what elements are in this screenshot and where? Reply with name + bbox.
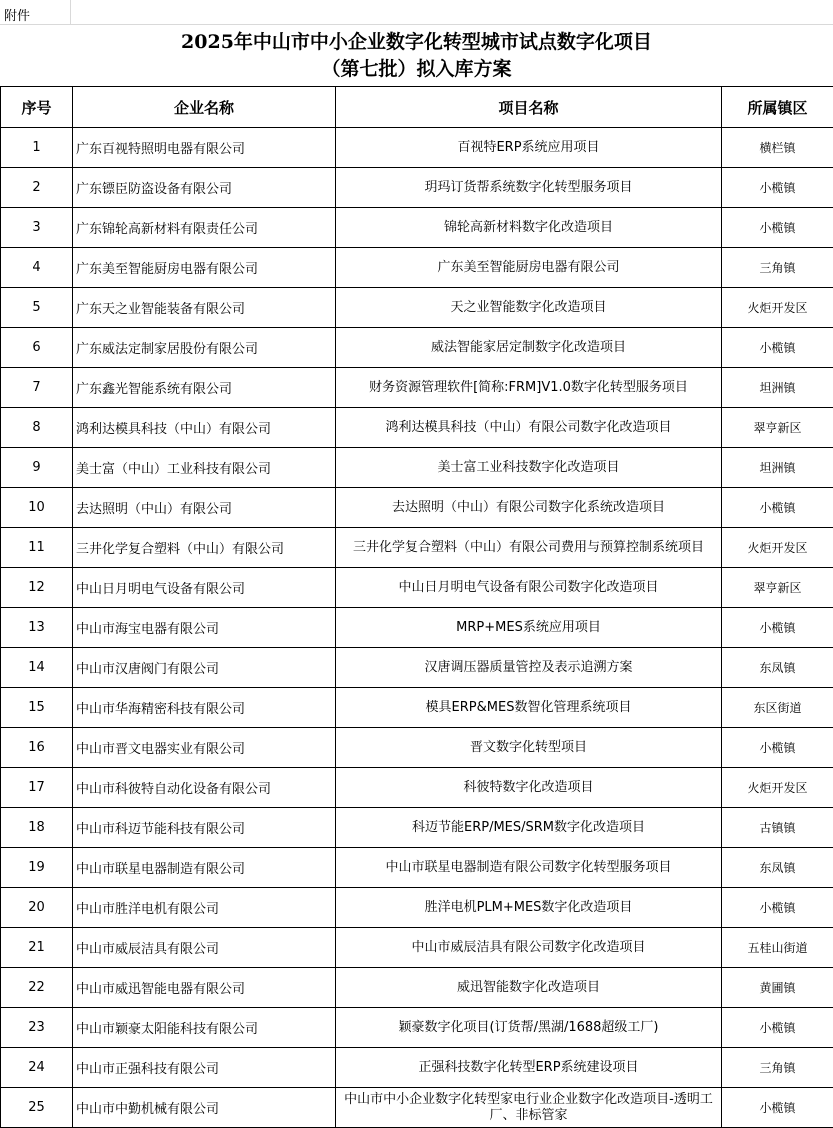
town-name: 小榄镇 — [722, 328, 833, 368]
project-name: 威迅智能数字化改造项目 — [336, 968, 722, 1008]
project-name: 威法智能家居定制数字化改造项目 — [336, 328, 722, 368]
company-name: 广东天之业智能装备有限公司 — [73, 288, 336, 328]
row-number: 8 — [1, 408, 73, 448]
row-number: 2 — [1, 168, 73, 208]
row-number: 4 — [1, 248, 73, 288]
company-name: 中山市晋文电器实业有限公司 — [73, 728, 336, 768]
company-name: 中山日月明电气设备有限公司 — [73, 568, 336, 608]
table-row — [1, 408, 833, 448]
company-name: 美士富（中山）工业科技有限公司 — [73, 448, 336, 488]
grid-line — [70, 0, 71, 25]
project-name: 玥玛订货帮系统数字化转型服务项目 — [336, 168, 722, 208]
table-row — [1, 528, 833, 568]
company-name: 广东美至智能厨房电器有限公司 — [73, 248, 336, 288]
project-name: 财务资源管理软件[简称:FRM]V1.0数字化转型服务项目 — [336, 368, 722, 408]
company-name: 广东鑫光智能系统有限公司 — [73, 368, 336, 408]
town-name: 翠亨新区 — [722, 568, 833, 608]
header-project: 项目名称 — [336, 87, 722, 128]
row-number: 10 — [1, 488, 73, 528]
town-name: 小榄镇 — [722, 728, 833, 768]
attachment-row — [0, 0, 833, 25]
town-name: 东凤镇 — [722, 848, 833, 888]
company-name: 中山市科彼特自动化设备有限公司 — [73, 768, 336, 808]
table-row — [1, 1048, 833, 1088]
table-row — [1, 1008, 833, 1048]
row-number: 9 — [1, 448, 73, 488]
project-name: 天之业智能数字化改造项目 — [336, 288, 722, 328]
town-name: 横栏镇 — [722, 128, 833, 168]
row-number: 12 — [1, 568, 73, 608]
project-name: 胜洋电机PLM+MES数字化改造项目 — [336, 888, 722, 928]
row-number: 3 — [1, 208, 73, 248]
company-name: 中山市汉唐阀门有限公司 — [73, 648, 336, 688]
row-number: 21 — [1, 928, 73, 968]
company-name: 广东威法定制家居股份有限公司 — [73, 328, 336, 368]
company-name: 中山市科迈节能科技有限公司 — [73, 808, 336, 848]
town-name: 小榄镇 — [722, 1008, 833, 1048]
town-name: 古镇镇 — [722, 808, 833, 848]
table-row — [1, 328, 833, 368]
company-name: 中山市胜洋电机有限公司 — [73, 888, 336, 928]
town-name: 坦洲镇 — [722, 368, 833, 408]
table-row — [1, 568, 833, 608]
table-row — [1, 808, 833, 848]
project-name: 鸿利达模具科技（中山）有限公司数字化改造项目 — [336, 408, 722, 448]
town-name: 黄圃镇 — [722, 968, 833, 1008]
table-header-row — [1, 87, 833, 128]
row-number: 22 — [1, 968, 73, 1008]
table-row — [1, 368, 833, 408]
town-name: 三角镇 — [722, 248, 833, 288]
project-name: 中山日月明电气设备有限公司数字化改造项目 — [336, 568, 722, 608]
project-name: 中山市威辰洁具有限公司数字化改造项目 — [336, 928, 722, 968]
town-name: 五桂山街道 — [722, 928, 833, 968]
project-name: 中山市联星电器制造有限公司数字化转型服务项目 — [336, 848, 722, 888]
company-name: 中山市海宝电器有限公司 — [73, 608, 336, 648]
town-name: 三角镇 — [722, 1048, 833, 1088]
town-name: 坦洲镇 — [722, 448, 833, 488]
project-name: 晋文数字化转型项目 — [336, 728, 722, 768]
table-row — [1, 728, 833, 768]
table-row — [1, 208, 833, 248]
title-line-2: （第七批）拟入库方案 — [0, 56, 833, 83]
table-row — [1, 488, 833, 528]
town-name: 小榄镇 — [722, 608, 833, 648]
header-no: 序号 — [1, 87, 73, 128]
town-name: 小榄镇 — [722, 208, 833, 248]
company-name: 中山市联星电器制造有限公司 — [73, 848, 336, 888]
project-name: MRP+MES系统应用项目 — [336, 608, 722, 648]
project-name: 美士富工业科技数字化改造项目 — [336, 448, 722, 488]
company-name: 广东镖臣防盗设备有限公司 — [73, 168, 336, 208]
town-name: 东凤镇 — [722, 648, 833, 688]
town-name: 火炬开发区 — [722, 528, 833, 568]
company-name: 中山市颖豪太阳能科技有限公司 — [73, 1008, 336, 1048]
row-number: 1 — [1, 128, 73, 168]
project-name: 中山市中小企业数字化转型家电行业企业数字化改造项目-透明工厂、非标管家 — [336, 1088, 722, 1128]
company-name: 中山市威辰洁具有限公司 — [73, 928, 336, 968]
row-number: 17 — [1, 768, 73, 808]
town-name: 火炬开发区 — [722, 768, 833, 808]
town-name: 小榄镇 — [722, 888, 833, 928]
town-name: 小榄镇 — [722, 168, 833, 208]
row-number: 18 — [1, 808, 73, 848]
company-name: 中山市正强科技有限公司 — [73, 1048, 336, 1088]
project-name: 汉唐调压器质量管控及表示追溯方案 — [336, 648, 722, 688]
row-number: 7 — [1, 368, 73, 408]
project-name: 百视特ERP系统应用项目 — [336, 128, 722, 168]
company-name: 中山市华海精密科技有限公司 — [73, 688, 336, 728]
table-row — [1, 128, 833, 168]
row-number: 5 — [1, 288, 73, 328]
row-number: 20 — [1, 888, 73, 928]
document-title — [0, 25, 833, 86]
company-name: 广东锦轮高新材料有限责任公司 — [73, 208, 336, 248]
row-number: 13 — [1, 608, 73, 648]
table-body — [1, 128, 833, 1128]
title-line-1: 2025年中山市中小企业数字化转型城市试点数字化项目 — [0, 29, 833, 56]
project-name: 科迈节能ERP/MES/SRM数字化改造项目 — [336, 808, 722, 848]
table-row — [1, 688, 833, 728]
project-name: 锦轮高新材料数字化改造项目 — [336, 208, 722, 248]
company-name: 广东百视特照明电器有限公司 — [73, 128, 336, 168]
table-row — [1, 288, 833, 328]
project-name: 去达照明（中山）有限公司数字化系统改造项目 — [336, 488, 722, 528]
row-number: 19 — [1, 848, 73, 888]
table-row — [1, 448, 833, 488]
row-number: 23 — [1, 1008, 73, 1048]
town-name: 小榄镇 — [722, 488, 833, 528]
table-row — [1, 968, 833, 1008]
table-row — [1, 848, 833, 888]
company-name: 鸿利达模具科技（中山）有限公司 — [73, 408, 336, 448]
row-number: 24 — [1, 1048, 73, 1088]
company-name: 去达照明（中山）有限公司 — [73, 488, 336, 528]
project-name: 正强科技数字化转型ERP系统建设项目 — [336, 1048, 722, 1088]
row-number: 14 — [1, 648, 73, 688]
row-number: 16 — [1, 728, 73, 768]
project-name: 广东美至智能厨房电器有限公司 — [336, 248, 722, 288]
project-name: 三井化学复合塑料（中山）有限公司费用与预算控制系统项目 — [336, 528, 722, 568]
project-name: 模具ERP&MES数智化管理系统项目 — [336, 688, 722, 728]
table-row — [1, 768, 833, 808]
company-name: 三井化学复合塑料（中山）有限公司 — [73, 528, 336, 568]
table-row — [1, 928, 833, 968]
table-row — [1, 248, 833, 288]
table-row — [1, 1088, 833, 1128]
row-number: 25 — [1, 1088, 73, 1128]
town-name: 东区街道 — [722, 688, 833, 728]
table-row — [1, 888, 833, 928]
row-number: 15 — [1, 688, 73, 728]
company-name: 中山市中勤机械有限公司 — [73, 1088, 336, 1128]
table-row — [1, 608, 833, 648]
company-name: 中山市威迅智能电器有限公司 — [73, 968, 336, 1008]
town-name: 火炬开发区 — [722, 288, 833, 328]
table-row — [1, 168, 833, 208]
project-name: 颖豪数字化项目(订货帮/黑湖/1688超级工厂) — [336, 1008, 722, 1048]
header-company: 企业名称 — [73, 87, 336, 128]
header-town: 所属镇区 — [722, 87, 833, 128]
row-number: 11 — [1, 528, 73, 568]
table-row — [1, 648, 833, 688]
attachment-label: 附件 — [4, 5, 30, 24]
project-table — [0, 86, 833, 1128]
town-name: 小榄镇 — [722, 1088, 833, 1128]
row-number: 6 — [1, 328, 73, 368]
town-name: 翠亨新区 — [722, 408, 833, 448]
project-name: 科彼特数字化改造项目 — [336, 768, 722, 808]
